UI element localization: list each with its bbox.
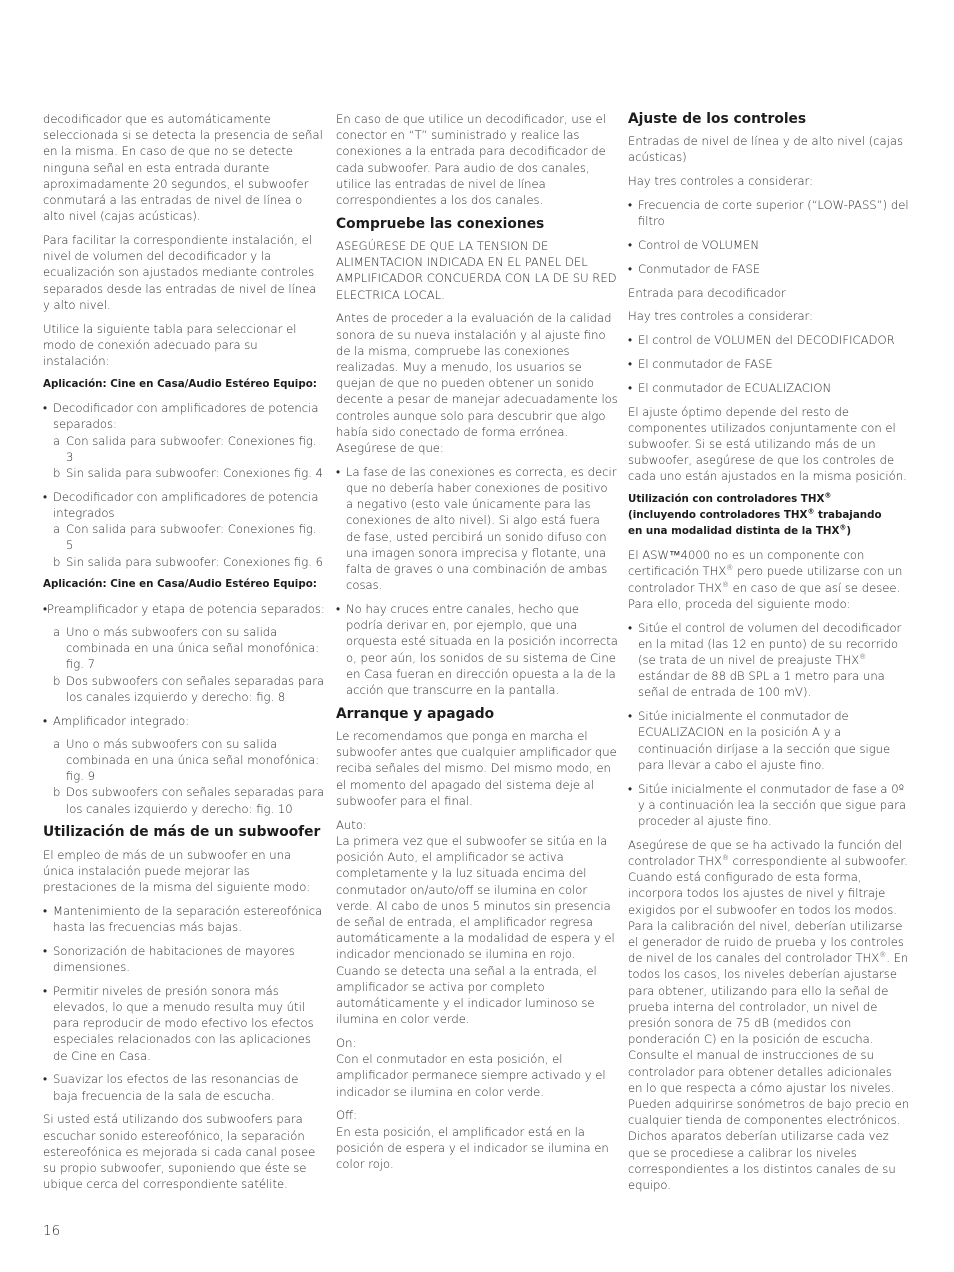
list-item xyxy=(43,400,325,432)
paragraph-text: . En todos los casos, los niveles deberían ajustarse para obtener, utilizando para ello la señal de prueba interna del controlador, un nivel de presión sonora de 75 dB (medidos con ponderación C) en la posición de escucha. Consulte el manual de instrucciones de su controlador para obtener detalles adicionales en lo que respecta a cómo ajustar los niveles. Pueden adquirirse sonómetros de bajo precio en cualquier tienda de componentes electrónicos. Dichos aparatos deberían utilizarse cada vez que se procediese a calibrar los niveles correspondientes a los distintos canales de su equipo. xyxy=(628,951,910,1193)
list-item xyxy=(43,943,325,975)
paragraph xyxy=(628,837,910,1193)
list-item xyxy=(628,237,910,253)
sub-list xyxy=(43,624,325,705)
sub-list-item xyxy=(43,521,325,553)
registered-mark: ® xyxy=(824,491,832,500)
list-item-text: Frecuencia de corte superior (“LOW-PASS”) del filtro xyxy=(638,198,909,229)
section-heading: Arranque y apagado xyxy=(336,705,495,722)
mode-description xyxy=(336,1035,618,1100)
list-item xyxy=(43,903,325,935)
sub-item-text: Dos subwoofers con señales separadas para los canales izquierdo y derecho: fig. 8 xyxy=(66,673,325,704)
list-item-text: El conmutador de ECUALIZACION xyxy=(638,380,832,395)
mode-text: En esta posición, el amplificador está en la posición de espera y el indicador se ilumina en color rojo. xyxy=(336,1124,609,1171)
paragraph: decodificador que es automáticamente seleccionada si se detecta la presencia de señal en la misma. En caso de que no se detecte ninguna señal en esta entrada durante aproximadamente 20 segundos, el subwoofer conmutará a las entradas de nivel de línea o alto nivel (cajas acústicas). xyxy=(43,112,323,224)
list-item-text: Sitúe inicialmente el conmutador de ECUALIZACION en la posición A y a continuación diríjase a la sección que sigue para llevar a cabo el ajuste fino. xyxy=(638,709,891,772)
sub-list-item xyxy=(43,673,325,705)
paragraph: Antes de proceder a la evaluación de la calidad sonora de su nueva instalación y al ajuste fino de la misma, compruebe las conexiones realizadas. Muy a menudo, los usuarios se quejan de que no pueden obtener un sonido decente a pesar de manejar adecuadamente los controles aunque solo para descubrir que algo había sido conectado de forma errónea. Asegúrese de que: xyxy=(336,311,618,456)
list-item-text: Decodificador con amplificadores de potencia integrados xyxy=(53,489,319,521)
registered-mark: ® xyxy=(726,564,734,573)
paragraph xyxy=(628,547,910,612)
paragraph: Utilice la siguiente tabla para seleccionar el modo de conexión adecuado para su instalación: xyxy=(43,321,297,369)
thx-heading-text: trabajando xyxy=(814,508,882,521)
thx-heading xyxy=(628,492,910,539)
column-right xyxy=(628,111,910,1201)
column-middle xyxy=(336,111,618,1180)
paragraph: Hay tres controles a considerar: xyxy=(628,174,814,189)
paragraph: Para facilitar la correspondiente instalación, el nivel de volumen del decodificador y la ecualización son ajustados mediante controles separados desde las entradas de nivel de línea y alto nivel. xyxy=(43,233,317,312)
list-item-text: •Preamplificador y etapa de potencia separados: xyxy=(43,601,325,616)
list-item-text: La fase de las conexiones es correcta, es decir que no debería haber conexiones de positivo a negativo (esto vale únicamente para las conexiones de alto nivel). Si algo está fuera de fase, usted percibirá un sonido difuso con una imagen sonora imprecisa y flotante, una falta de graves o una combinación de ambas cosas. xyxy=(346,464,617,593)
paragraph: Le recomendamos que ponga en marcha el subwoofer antes que cualquier amplificador que reciba señales del mismo. Del mismo modo, en el momento del apagado del sistema deje al subwoofer para el final. xyxy=(336,729,617,808)
paragraph: Entrada para decodificador xyxy=(628,285,786,300)
sub-item-letter: b xyxy=(53,785,61,800)
sub-list-item xyxy=(43,465,325,481)
list-item xyxy=(628,261,910,277)
thx-heading-text: ) xyxy=(846,524,852,537)
sub-list-item xyxy=(43,433,325,465)
list-item xyxy=(43,489,325,521)
list-item xyxy=(628,781,910,830)
list-item xyxy=(43,713,325,729)
sub-list-item xyxy=(43,624,325,673)
sub-list xyxy=(43,736,325,817)
list-item-text: Suavizar los efectos de las resonancias de baja frecuencia de la sala de escucha. xyxy=(53,1072,299,1103)
section-heading: Compruebe las conexiones xyxy=(336,215,545,232)
registered-mark: ® xyxy=(807,507,815,516)
list-item-text: Sonorización de habitaciones de mayores dimensiones. xyxy=(53,943,295,975)
sub-item-letter: a xyxy=(53,433,61,448)
sub-item-text: Uno o más subwoofers con su salida combinada en una única señal monofónica: fig. 9 xyxy=(66,736,320,784)
page-number: 16 xyxy=(43,1223,61,1239)
list-item-text: Sitúe inicialmente el conmutador de fase a 0º y a continuación lea la sección que sigue para proceder al ajuste fino. xyxy=(638,781,907,828)
registered-mark: ® xyxy=(859,653,867,662)
paragraph-text: correspondiente al subwoofer. Cuando está configurado de esta forma, incorpora todos los ajustes de nivel y filtraje exigidos por el subwoofer en todos los modos. Para la calibración del nivel, deberían utilizarse el generador de ruido de prueba y los controles de nivel de los canales del controlador THX xyxy=(628,854,908,966)
list-item-text: Conmutador de FASE xyxy=(638,261,761,276)
paragraph-text: en caso de que así se desee. Para ello, proceda del siguiente modo: xyxy=(628,580,901,611)
column-left xyxy=(43,111,325,1200)
sub-item-text: Uno o más subwoofers con su salida combinada en una única señal monofónica: fig. 7 xyxy=(66,625,320,672)
list-item-text: estándar de 88 dB SPL a 1 metro para una señal de entrada de 100 mV). xyxy=(638,669,885,700)
list-item xyxy=(336,601,618,698)
sub-list-item xyxy=(43,554,325,570)
list-item xyxy=(628,620,910,701)
paragraph-text: Asegúrese de que se ha activado la función del controlador THX xyxy=(628,837,903,868)
section-heading: Ajuste de los controles xyxy=(628,111,807,127)
sub-item-text: Sin salida para subwoofer: Conexiones fig. 4 xyxy=(66,466,324,481)
sub-list xyxy=(43,521,325,570)
paragraph: En caso de que utilice un decodificador, use el conector en “T” suministrado y realice las conexiones a la entrada para decodificador de cada subwoofer. Para audio de dos canales, utilice las entradas de nivel de línea correspondientes a los dos canales. xyxy=(336,112,606,208)
sub-item-text: Sin salida para subwoofer: Conexiones fig. 6 xyxy=(66,554,324,569)
sub-list xyxy=(43,433,325,482)
registered-mark: ® xyxy=(839,523,847,532)
mode-label: Off: xyxy=(336,1108,358,1123)
registered-mark: ® xyxy=(879,951,887,960)
list-item-text: Sitúe el control de volumen del decodificador en la mitad (las 12 en punto) de su recorrido (se trata de un nivel de preajuste THX xyxy=(638,620,902,667)
mode-text: Con el conmutador en esta posición, el amplificador permanece siempre activado y el indicador se ilumina en color verde. xyxy=(336,1052,606,1099)
list-item-text: El control de VOLUMEN del DECODIFICADOR xyxy=(638,333,895,348)
list-item xyxy=(628,197,910,229)
sub-list-item xyxy=(43,736,325,785)
sub-item-text: Con salida para subwoofer: Conexiones fig. 3 xyxy=(66,433,317,464)
thx-heading-text: en una modalidad distinta de la THX xyxy=(628,524,840,537)
sub-item-text: Dos subwoofers con señales separadas para los canales izquierdo y derecho: fig. 10 xyxy=(66,785,325,816)
registered-mark: ® xyxy=(721,580,729,589)
mode-description xyxy=(336,817,618,1028)
paragraph: El empleo de más de un subwoofer en una única instalación puede mejorar las prestaciones de la misma del siguiente modo: xyxy=(43,847,311,895)
list-item-text: Mantenimiento de la separación estereofónica hasta las frecuencias más bajas. xyxy=(53,903,323,935)
paragraph-text: pero puede utilizarse con un controlador THX xyxy=(628,564,903,595)
thx-heading-text: (incluyendo controladores THX xyxy=(628,508,808,521)
list-item-text: Amplificador integrado: xyxy=(53,713,190,728)
list-item-text: Permitir niveles de presión sonora más elevados, lo que a menudo resulta muy útil para reproducir de modo efectivo los efectos especiales relacionados con las aplicaciones de Cine en Casa. xyxy=(53,983,314,1063)
sub-list-item xyxy=(43,784,325,816)
list-item xyxy=(43,983,325,1064)
list-item xyxy=(628,356,910,372)
mode-label: On: xyxy=(336,1035,357,1050)
section-heading: Utilización de más de un subwoofer xyxy=(43,824,321,841)
list-item xyxy=(628,380,910,396)
list-item-text: Control de VOLUMEN xyxy=(638,238,759,252)
list-item xyxy=(43,1071,325,1103)
sub-item-letter: a xyxy=(53,522,61,537)
application-heading: Aplicación: Cine en Casa/Audio Estéreo Equipo: xyxy=(43,377,317,390)
sub-item-letter: a xyxy=(53,736,61,751)
mode-description xyxy=(336,1107,618,1172)
list-item xyxy=(336,464,618,594)
paragraph: El ajuste óptimo depende del resto de componentes utilizados conjuntamente con el subwoofer. Si se está utilizando más de un subwoofer, asegúrese de que los controles de cada uno están ajustados en la misma posición. xyxy=(628,404,907,484)
paragraph: ASEGÚRESE DE QUE LA TENSION DE ALIMENTACION INDICADA EN EL PANEL DEL AMPLIFICADOR CONCUERDA CON LA DE SU RED ELECTRICA LOCAL. xyxy=(336,239,617,302)
paragraph: Si usted está utilizando dos subwoofers para escuchar sonido estereofónico, la separación estereofónica es mejorada si cada canal posee su propio subwoofer, suponiendo que éste se ubique cerca del correspondiente satélite. xyxy=(43,1112,316,1192)
sub-item-letter: b xyxy=(53,554,61,569)
mode-label: Auto: xyxy=(336,817,367,832)
paragraph: Entradas de nivel de línea y de alto nivel (cajas acústicas) xyxy=(628,134,904,165)
sub-item-text: Con salida para subwoofer: Conexiones fig. 5 xyxy=(66,522,317,553)
sub-item-letter: b xyxy=(53,466,61,481)
registered-mark: ® xyxy=(721,854,729,863)
list-item xyxy=(628,332,910,348)
mode-text: La primera vez que el subwoofer se sitúa en la posición Auto, el amplificador se activa completamente y la luz situada encima del conmutador on/auto/off se ilumina en color verde. Al cabo de unos 5 minutos sin presencia de señal de entrada, el amplificador regresa automáticamente a la modalidad de espera y el indicador mencionado se ilumina en rojo. Cuando se detecta una señal a la entrada, el amplificador se activa por completo automáticamente y el indicador luminoso se ilumina en color verde. xyxy=(336,833,615,1027)
list-item-text: Decodificador con amplificadores de potencia separados: xyxy=(53,401,319,432)
sub-item-letter: a xyxy=(53,625,61,640)
sub-item-letter: b xyxy=(53,673,61,688)
list-item xyxy=(628,708,910,773)
paragraph: Hay tres controles a considerar: xyxy=(628,309,814,324)
list-item-text: No hay cruces entre canales, hecho que podría derivar en, por ejemplo, que una orquesta esté situada en la posición incorrecta o, peor aún, los sonidos de su sistema de Cine en Casa fueran en dirección opuesta a la de la acción que transcurre en la pantalla. xyxy=(346,602,618,698)
application-heading: Aplicación: Cine en Casa/Audio Estéreo Equipo: xyxy=(43,578,317,591)
thx-heading-text: Utilización con controladores THX xyxy=(628,493,825,506)
list-item-text: El conmutador de FASE xyxy=(638,356,773,371)
paragraph-text: El ASW™4000 no es un componente con certificación THX xyxy=(628,548,865,579)
